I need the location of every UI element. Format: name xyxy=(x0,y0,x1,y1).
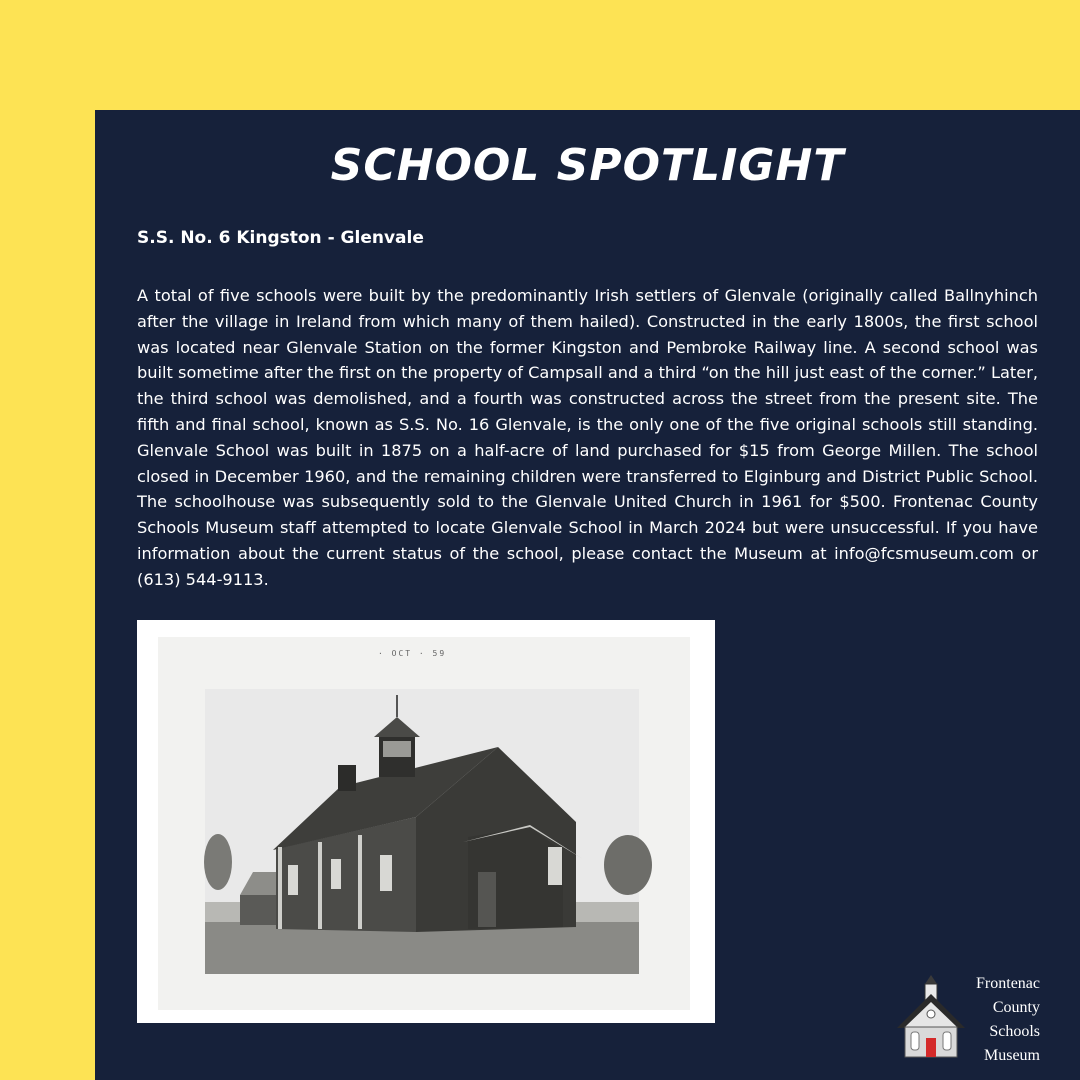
article-subtitle: S.S. No. 6 Kingston - Glenvale xyxy=(137,228,424,248)
schoolhouse-photo-image xyxy=(158,637,690,1010)
logo-line-2: County xyxy=(992,999,1040,1016)
logo-line-3: Schools xyxy=(989,1023,1040,1040)
photo-date-stamp: · OCT · 59 xyxy=(378,649,447,658)
logo-wordmark xyxy=(960,972,1040,1068)
article-body: A total of five schools were built by the predominantly Irish settlers of Glenvale (originally called Ballnyhinch after the village in Ireland from which many of them hailed). Constructed in the early 1800s, the first school was located near Glenvale Station on the former Kingston and Pembroke Railway line. A second school was built sometime after the first on the property of Campsall and a third “on the hill just east of the corner.” Later, the third school was demolished, and a fourth was constructed across the street from the present site. The fifth and final school, known as S.S. No. 16 Glenvale, is the only one of the five original schools still standing. Glenvale School was built in 1875 on a half-acre of land purchased for $15 from George Millen. The school closed in December 1960, and the remaining children were transferred to Elginburg and District Public School. The schoolhouse was subsequently sold to the Glenvale United Church in 1961 for $500. Frontenac County Schools Museum staff attempted to locate Glenvale School in March 2024 but were unsuccessful. If you have information about the current status of the school, please contact the Museum at info@fcsmuseum.com or (613) 544-9113. xyxy=(137,286,1038,589)
logo-line-4: Museum xyxy=(984,1047,1040,1064)
logo-line-1: Frontenac xyxy=(976,975,1040,992)
page-title: SCHOOL SPOTLIGHT xyxy=(330,140,845,191)
school-photo xyxy=(158,637,690,1010)
